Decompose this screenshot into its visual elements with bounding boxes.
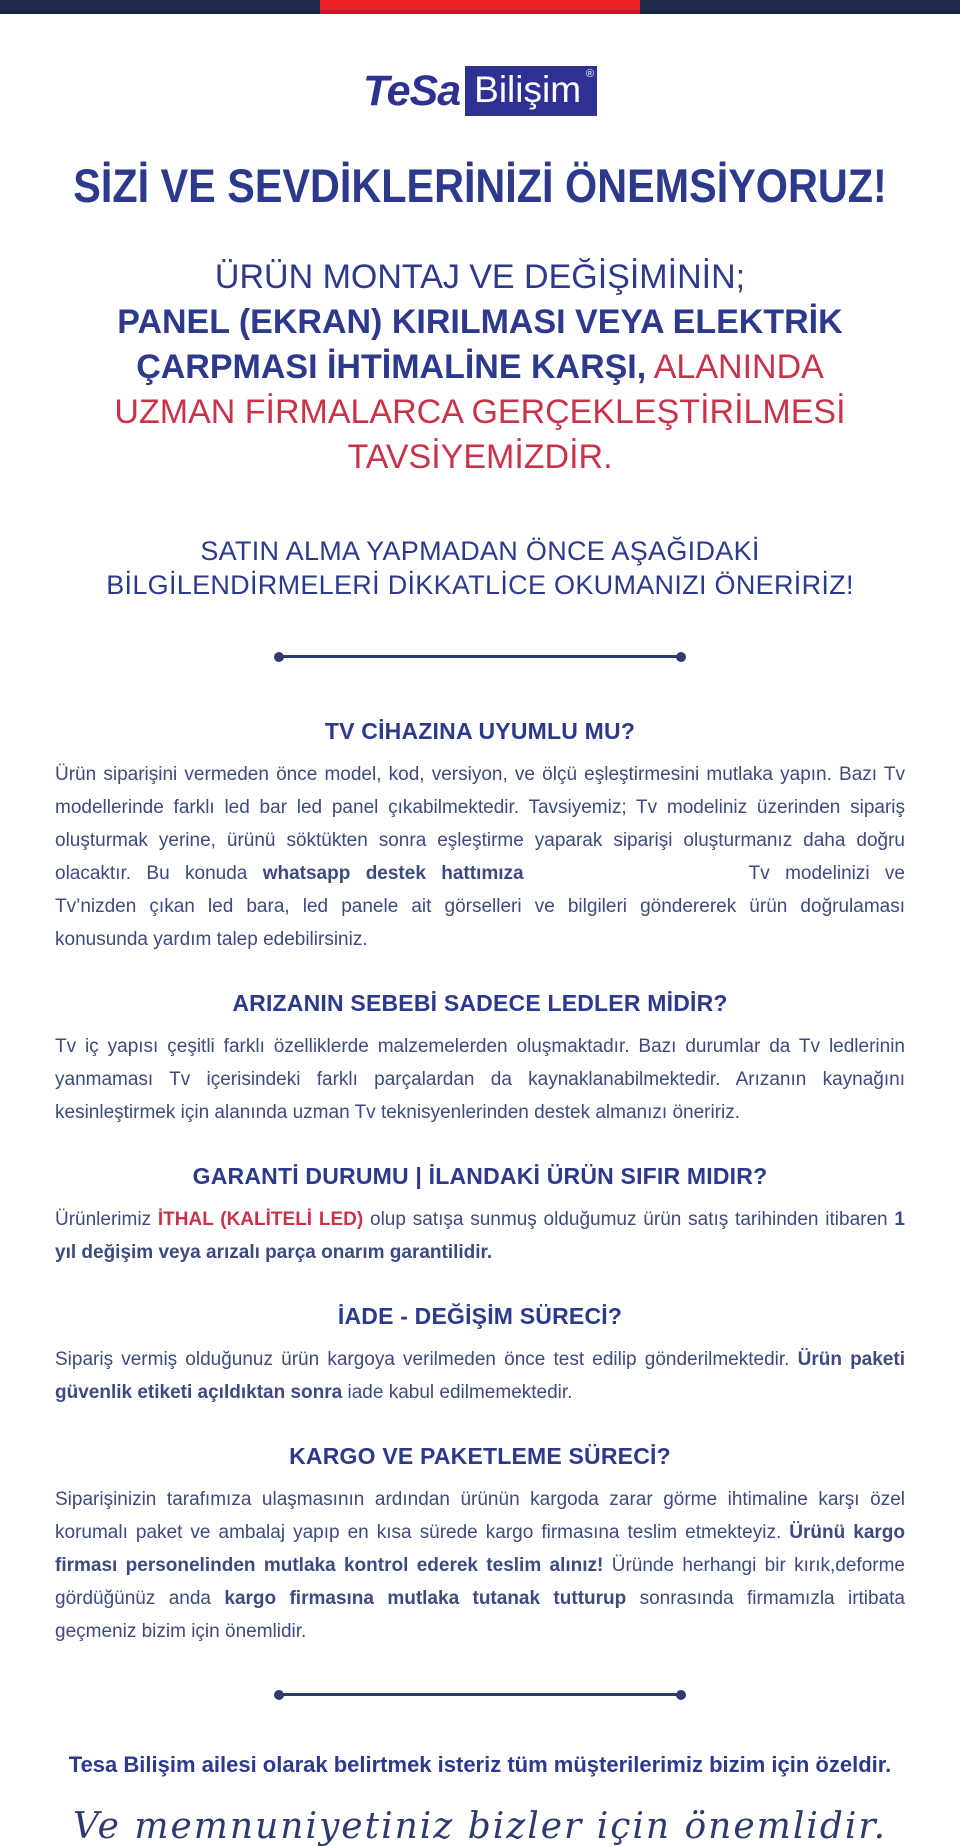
brand-wordmark-box-text: Bilişim — [474, 69, 582, 110]
purchase-note — [0, 534, 960, 602]
text-segment: Ürünü kargo firması personelinden mutlaka kontrol ederek teslim alınız! — [55, 1522, 906, 1576]
section-heading: ARIZANIN SEBEBİ SADECE LEDLER MİDİR? — [232, 990, 728, 1016]
info-section — [55, 718, 905, 956]
text-segment: Sipariş vermiş olduğunuz ürün kargoya verilmeden önce test edilip gönderilmektedir. — [55, 1349, 798, 1370]
divider-dot-right — [676, 652, 686, 662]
text-segment: İTHAL (KALİTELİ LED) — [157, 1209, 364, 1230]
text-segment: Tv modelinizi ve Tv’nizden çıkan led bara, led panele ait görselleri ve bilgileri göndererek ürün doğrulaması konusunda yardım talep edebilirsiniz. — [55, 863, 906, 950]
purchase-note-line2: BİLGİLENDİRMELERİ DİKKATLİCE OKUMANIZI ÖNERİRİZ! — [106, 570, 854, 600]
subtitle-line — [0, 300, 960, 345]
section-heading: İADE - DEĞİŞİM SÜRECİ? — [337, 1303, 623, 1329]
text-segment: ALANINDA — [646, 348, 824, 386]
divider-line — [278, 655, 682, 658]
top-accent-bar-red-segment — [320, 0, 640, 14]
text-segment: sonrasında firmamızla irtibata geçmeniz bizim için önemlidir. — [55, 1588, 906, 1642]
brand-wordmark-italic: TeSa — [362, 66, 461, 115]
info-section — [55, 1163, 905, 1269]
section-heading: GARANTİ DURUMU | İLANDAKİ ÜRÜN SIFIR MIDIR? — [192, 1163, 768, 1189]
brand-wordmark-box — [465, 66, 597, 116]
footer-statement: Tesa Bilişim ailesi olarak belirtmek isteriz tüm müşterilerimiz bizim için özeldir. — [68, 1752, 892, 1777]
section-paragraph — [55, 1203, 905, 1269]
info-sections — [0, 718, 960, 1648]
page-title: SİZİ VE SEVDİKLERİNİZİ ÖNEMSİYORUZ! — [73, 159, 887, 212]
brand-logo — [0, 68, 960, 114]
divider-line — [278, 1693, 682, 1696]
text-segment: olup satışa sunmuş olduğumuz ürün satış tarihinden itibaren — [363, 1209, 895, 1230]
section-paragraph — [55, 1343, 905, 1409]
section-divider-top — [274, 652, 686, 662]
subtitle-line — [0, 255, 960, 300]
subtitle-line — [0, 345, 960, 390]
section-paragraph — [55, 1030, 905, 1129]
registered-trademark-icon: ® — [585, 68, 595, 80]
hero-subtitle — [0, 255, 960, 480]
text-segment: Ürünlerimiz — [55, 1209, 158, 1230]
section-divider-bottom — [274, 1690, 686, 1700]
info-section — [55, 1303, 905, 1409]
purchase-note-line1: SATIN ALMA YAPMADAN ÖNCE AŞAĞIDAKİ — [200, 536, 760, 566]
top-accent-bar — [0, 0, 960, 14]
text-segment: Ürün siparişini vermeden önce model, kod, versiyon, ve ölçü eşleştirmesini mutlaka yapın. Bazı Tv modellerinde farklı led bar led panel çıkabilmektedir. Tavsiyemiz; Tv modeliniz üzerinden sipariş oluşturmak yerine, ürünü söktükten sonra eşleştirme yaparak siparişi oluşturmanız daha doğru olacaktır. Bu konuda — [55, 764, 905, 884]
subtitle-line — [0, 435, 960, 480]
section-heading: KARGO VE PAKETLEME SÜRECİ? — [289, 1443, 671, 1469]
section-heading: TV CİHAZINA UYUMLU MU? — [324, 718, 636, 744]
text-segment: ÇARPMASI İHTİMALİNE KARŞI, — [136, 348, 647, 386]
footer-script-signature: Ve memnuniyetiniz bizler için önemlidir. — [72, 1806, 888, 1847]
subtitle-line — [0, 390, 960, 435]
section-paragraph — [55, 758, 905, 956]
text-segment: kargo firmasına mutlaka tutanak tutturup — [224, 1588, 627, 1609]
text-segment: UZMAN FİRMALARCA GERÇEKLEŞTİRİLMESİ — [114, 393, 846, 431]
info-section — [55, 990, 905, 1129]
section-paragraph — [55, 1483, 905, 1648]
text-segment: Ürün paketi güvenlik etiketi açıldıktan sonra — [55, 1349, 905, 1403]
text-segment: iade kabul edilmemektedir. — [342, 1382, 573, 1403]
text-segment: TAVSİYEMİZDİR. — [347, 438, 613, 476]
text-segment: Siparişinizin tarafımıza ulaşmasının ardından ürünün kargoda zarar görme ihtimaline karşı özel korumalı paket ve ambalaj yapıp en kısa sürede kargo firmasına teslim etmekteyiz. — [55, 1489, 905, 1543]
text-segment: 1 yıl değişim veya arızalı parça onarım garantilidir. — [55, 1209, 905, 1263]
text-segment: PANEL (EKRAN) KIRILMASI VEYA ELEKTRİK — [117, 303, 843, 341]
info-section — [55, 1443, 905, 1648]
text-segment: Üründe herhangi bir kırık,deforme gördüğünüz anda — [55, 1555, 905, 1609]
text-segment: ÜRÜN MONTAJ VE DEĞİŞİMİNİN; — [214, 258, 746, 296]
text-segment: Tv iç yapısı çeşitli farklı özelliklerde malzemelerden oluşmaktadır. Bazı durumlar da Tv ledlerinin yanmaması Tv içerisindeki farklı parçalardan da kaynaklanabilmektedir. Arızanın kaynağını kesinleştirmek için alanında uzman Tv teknisyenlerinden destek almanızı öneririz. — [55, 1036, 905, 1123]
divider-dot-right — [676, 1690, 686, 1700]
text-segment: whatsapp destek hattımıza — [262, 863, 524, 884]
